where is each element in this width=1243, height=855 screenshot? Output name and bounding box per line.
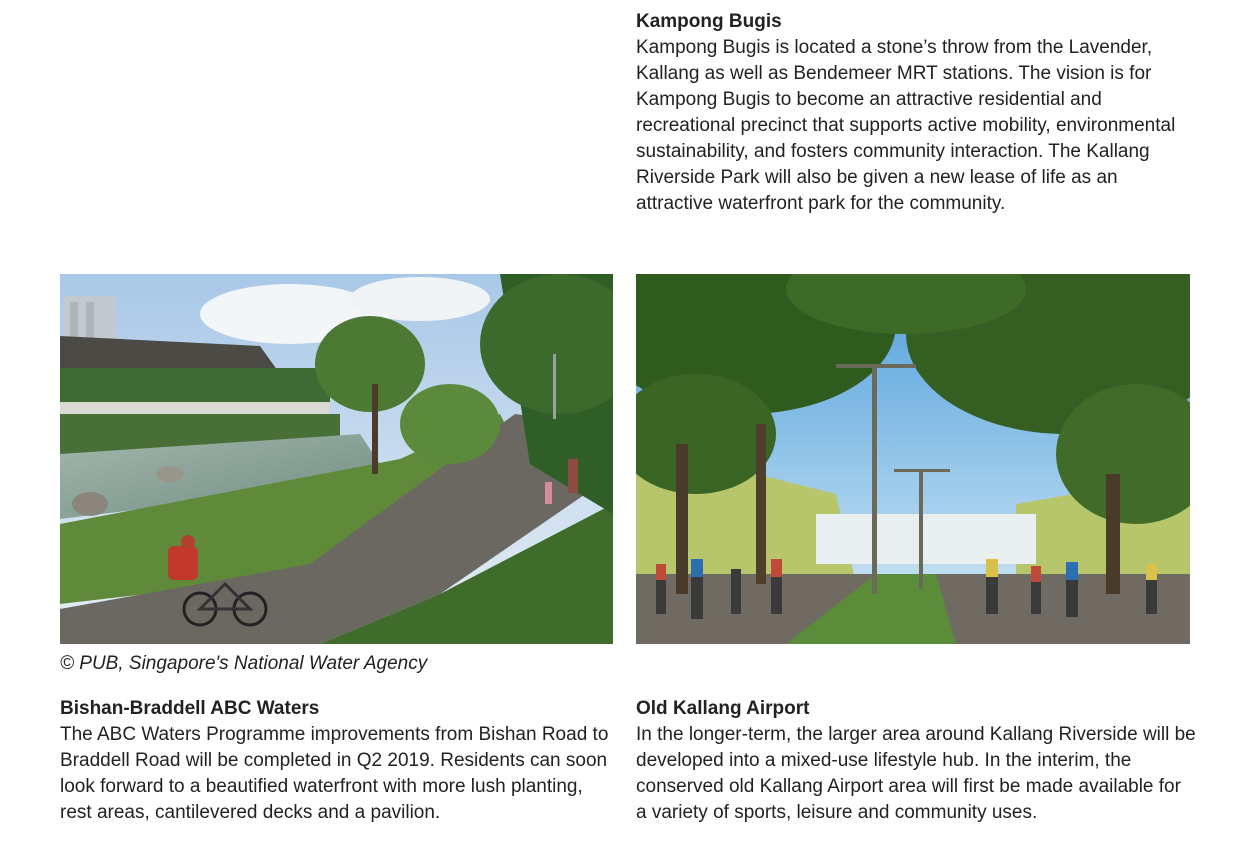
bishan-park-illustration	[60, 274, 613, 644]
bishan-braddell-description: The ABC Waters Programme improvements from Bishan Road to Braddell Road will be completed in Q2 2019. Residents can soon look forward to a beautified waterfront with more lush planting, rest areas, cantilevered decks and a pavilion.	[60, 724, 609, 823]
bishan-braddell-heading: Bishan-Braddell ABC Waters	[60, 698, 320, 719]
kampong-bugis-heading: Kampong Bugis	[636, 11, 782, 32]
kampong-bugis-description: Kampong Bugis is located a stone’s throw from the Lavender, Kallang as well as Bendemeer MRT stations. The vision is for Kampong Bugis to become an attractive residential and recreational precinct that supports active mobility, environmental sustainability, and fosters community interaction. The Kallang Riverside Park will also be given a new lease of life as an attractive waterfront park for the community.	[636, 37, 1176, 214]
bishan-braddell-section	[60, 696, 612, 826]
photo-credit-caption: © PUB, Singapore's National Water Agency	[60, 653, 428, 674]
old-kallang-airport-section	[636, 696, 1196, 826]
old-kallang-airport-heading: Old Kallang Airport	[636, 698, 810, 719]
bishan-braddell-photo	[60, 274, 613, 644]
old-kallang-airport-photo	[636, 274, 1190, 644]
old-kallang-airport-description: In the longer-term, the larger area around Kallang Riverside will be developed into a mixed-use lifestyle hub. In the interim, the conserved old Kallang Airport area will first be made available for a variety of sports, leisure and community uses.	[636, 724, 1196, 823]
kampong-bugis-section	[636, 9, 1196, 217]
kallang-plaza-illustration	[636, 274, 1190, 644]
